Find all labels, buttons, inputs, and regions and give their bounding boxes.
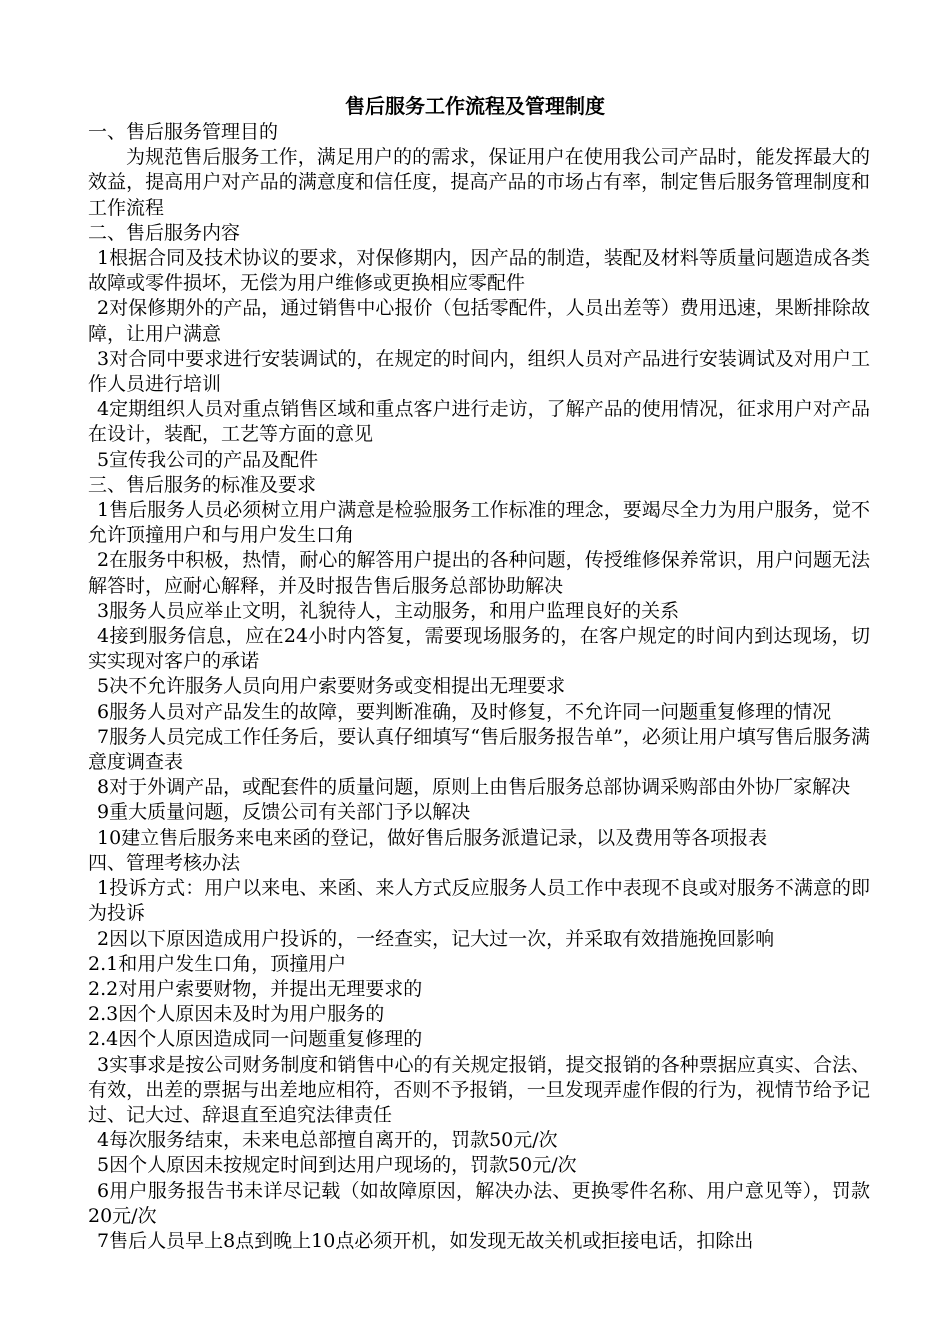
- list-item: 3服务人员应举止文明，礼貌待人，主动服务，和用户监理良好的关系: [97, 599, 680, 622]
- list-item: 3对合同中要求进行安装调试的，在规定的时间内，组织人员对产品进行安装调试及对用户工作人员进行培训: [88, 347, 870, 396]
- list-item: 2因以下原因造成用户投诉的，一经查实，记大过一次，并采取有效措施挽回影响: [97, 927, 775, 950]
- list-item: 7售后人员早上8点到晚上10点必须开机，如发现无故关机或拒接电话，扣除出: [97, 1229, 754, 1252]
- list-item: 7服务人员完成工作任务后，要认真仔细填写“售后服务报告单”，必须让用户填写售后服务满意度调查表: [88, 725, 870, 774]
- list-item: 5决不允许服务人员向用户索要财务或变相提出无理要求: [97, 675, 566, 698]
- list-item: 10建立售后服务来电来函的登记，做好售后服务派遣记录，以及费用等各项报表: [97, 826, 768, 849]
- section-heading: 一、售后服务管理目的: [88, 121, 279, 143]
- sub-list-item: 2.3因个人原因未及时为用户服务的: [88, 1003, 385, 1026]
- list-item: 9重大质量问题，反馈公司有关部门予以解决: [97, 801, 471, 824]
- list-item: 6用户服务报告书未详尽记载（如故障原因，解决办法、更换零件名称、用户意见等），罚款20元/次: [88, 1179, 870, 1227]
- list-item: 1根据合同及技术协议的要求，对保修期内，因产品的制造，装配及材料等质量问题造成各类故障或零件损坏，无偿为用户维修或更换相应零配件: [88, 247, 870, 295]
- list-item: 4接到服务信息，应在24小时内答复，需要现场服务的，在客户规定的时间内到达现场，切实实现对客户的承诺: [88, 625, 870, 673]
- list-item: 5宣传我公司的产品及配件: [97, 448, 319, 471]
- list-item: 4定期组织人员对重点销售区域和重点客户进行走访，了解产品的使用情况，征求用户对产品在设计，装配，工艺等方面的意见: [88, 398, 870, 446]
- sub-list-item: 2.1和用户发生口角，顶撞用户: [88, 952, 347, 975]
- list-item: 2在服务中积极，热情，耐心的解答用户提出的各种问题，传授维修保养常识，用户问题无法解答时，应耐心解释，并及时报告售后服务总部协助解决: [88, 549, 870, 597]
- document-title: 售后服务工作流程及管理制度: [345, 94, 605, 118]
- document-body: [88, 120, 870, 1254]
- sub-list-item: 2.2对用户索要财物，并提出无理要求的: [88, 977, 423, 1000]
- list-item: 5因个人原因未按规定时间到达用户现场的，罚款50元/次: [97, 1154, 577, 1177]
- list-item: 6服务人员对产品发生的故障，要判断准确，及时修复，不允许同一问题重复修理的情况: [97, 700, 832, 723]
- list-item: 3实事求是按公司财务制度和销售中心的有关规定报销，提交报销的各种票据应真实、合法、有效，出差的票据与出差地应相符，否则不予报销，一旦发现弄虚作假的行为，视情节给予记过、记大过、辞退直至追究法律责任: [88, 1053, 870, 1126]
- section-heading: 四、管理考核办法: [88, 851, 241, 874]
- list-item: 1投诉方式：用户以来电、来函、来人方式反应服务人员工作中表现不良或对服务不满意的即为投诉: [88, 877, 870, 925]
- sub-list-item: 2.4因个人原因造成同一问题重复修理的: [88, 1028, 423, 1051]
- section-heading: 三、售后服务的标准及要求: [88, 473, 317, 496]
- section-heading: 二、售后服务内容: [88, 221, 241, 244]
- paragraph: 为规范售后服务工作，满足用户的的需求，保证用户在使用我公司产品时，能发挥最大的效益，提高用户对产品的满意度和信任度，提高产品的市场占有率，制定售后服务管理制度和工作流程: [88, 146, 870, 219]
- list-item: 4每次服务结束，未来电总部擅自离开的，罚款50元/次: [97, 1129, 558, 1152]
- list-item: 2对保修期外的产品，通过销售中心报价（包括零配件，人员出差等）费用迅速，果断排除故障，让用户满意: [88, 297, 870, 345]
- list-item: 8对于外调产品，或配套件的质量问题，原则上由售后服务总部协调采购部由外协厂家解决: [97, 776, 851, 799]
- list-item: 1售后服务人员必须树立用户满意是检验服务工作标准的理念，要竭尽全力为用户服务，觉不允许顶撞用户和与用户发生口角: [88, 499, 870, 547]
